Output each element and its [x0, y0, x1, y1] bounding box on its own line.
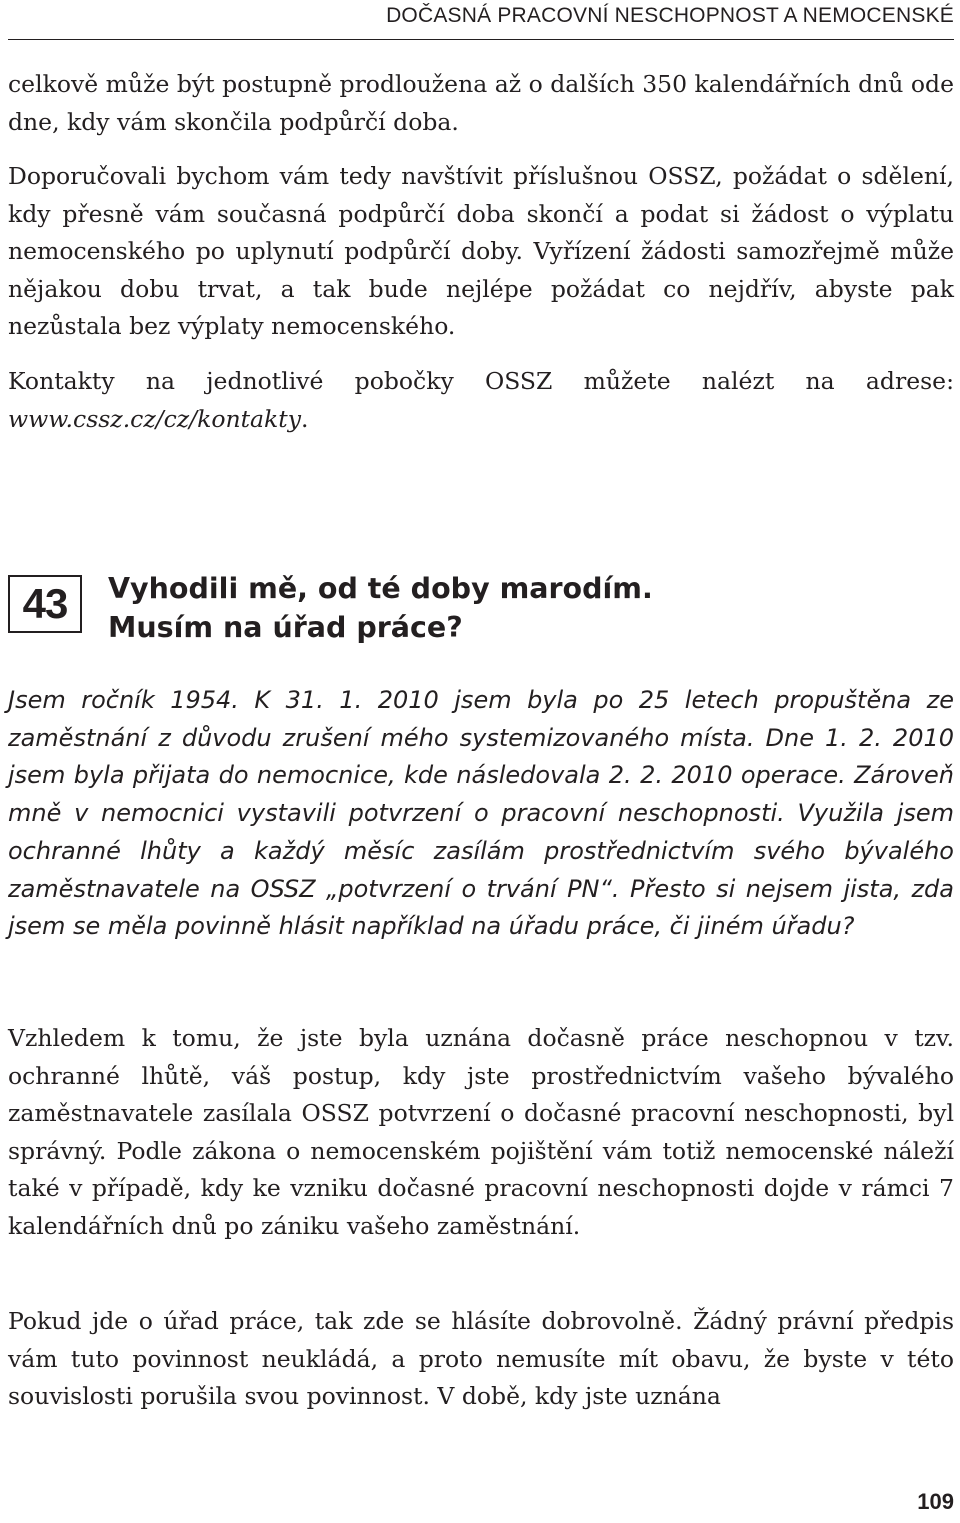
question-title-line-2: Musím na úřad práce?	[108, 611, 463, 644]
page-number: 109	[917, 1489, 954, 1514]
contacts-url: www.cssz.cz/cz/kontakty	[8, 404, 302, 433]
question-body: Jsem ročník 1954. K 31. 1. 2010 jsem byla po 25 letech propuštěna ze zaměstnání z důvodu zrušení mého systemizovaného místa. Dne 1. 2. 2010 jsem byla přijata do nemocnice, kde následovala 2. 2. 2010 operace. Zároveň mně v nemocnici vystavili potvrzení o pracovní neschopnosti. Využila jsem ochranné lhůty a každý měsíc zasílám prostřednictvím svého bývalého zaměstnavatele na OSSZ „potvrzení o trvání PN“. Přesto si nejsem jista, zda jsem se měla povinně hlásit například na úřadu práce, či jiném úřadu?	[8, 686, 954, 941]
answer-paragraph-2: Pokud jde o úřad práce, tak zde se hlásíte dobrovolně. Žádný právní předpis vám tuto povinnost neukládá, a proto nemusíte mít obavu, že byste v této souvislosti porušila svou povinnost. V době, kdy jste uznána	[8, 1307, 954, 1410]
intro-paragraph-2: Doporučovali bychom vám tedy navštívit příslušnou OSSZ, požádat o sdělení, kdy přesně vám současná podpůrčí doba skončí a podat si žádost o výplatu nemocenského po uplynutí podpůrčí doby. Vyřízení žádosti samozřejmě může nějakou dobu trvat, a tak bude nejlépe požádat co nejdřív, abyste pak nezůstala bez výplaty nemocenského.	[8, 162, 954, 340]
answer-paragraph-1: Vzhledem k tomu, že jste byla uznána dočasně práce neschopnou v tzv. ochranné lhůtě, váš postup, kdy jste prostřednictvím vašeho bývalého zaměstnavatele zasílala OSSZ potvrzení o dočasné pracovní neschopnosti, byl správný. Podle zákona o nemocenském pojištění vám totiž nemocenské náleží také v případě, kdy ke vzniku dočasné pracovní neschopnosti dojde v rámci 7 kalendářních dnů po zániku vašeho zaměstnání.	[8, 1024, 954, 1240]
contacts-period: .	[301, 404, 309, 433]
contacts-text: Kontakty na jednotlivé pobočky OSSZ můžete nalézt na adrese:	[8, 367, 954, 395]
question-title	[108, 569, 653, 647]
running-header: DOČASNÁ PRACOVNÍ NESCHOPNOST A NEMOCENSKÉ	[386, 4, 954, 27]
intro-paragraph-1: celkově může být postupně prodloužena až o dalších 350 kalendářních dnů ode dne, kdy vám skončila podpůrčí doba.	[8, 70, 954, 136]
question-number-box: 43	[8, 575, 82, 633]
question-title-line-1: Vyhodili mě, od té doby marodím.	[108, 572, 653, 605]
contacts-paragraph	[8, 363, 954, 438]
header-rule	[8, 39, 954, 40]
